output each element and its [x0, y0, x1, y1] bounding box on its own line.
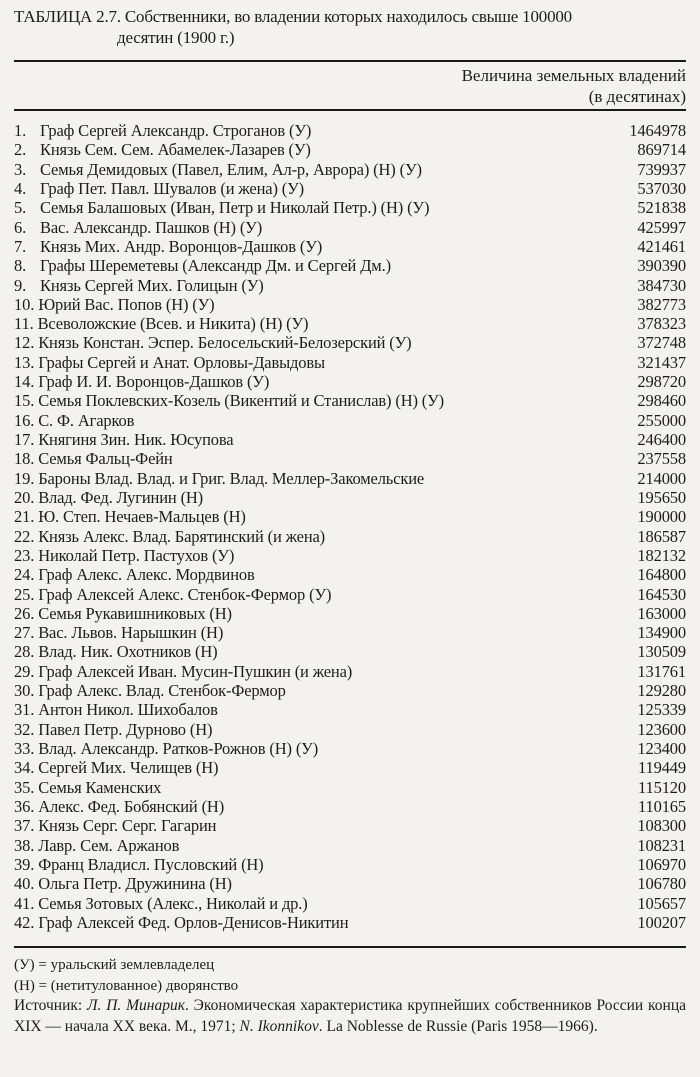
owner-name: Граф Алексей Алекс. Стенбок-Фермор (У)	[38, 584, 332, 604]
land-holding-value: 246400	[637, 430, 686, 449]
row-number: 12.	[14, 333, 35, 353]
row-number: 33.	[14, 739, 35, 758]
owner-name: Влад. Фед. Лугинин (Н)	[38, 487, 204, 507]
row-number: 7.	[14, 236, 27, 256]
land-holding-value: 123600	[637, 719, 686, 739]
land-holding-value: 163000	[637, 603, 686, 623]
table-notes	[14, 955, 686, 1037]
row-number: 28.	[14, 642, 35, 662]
owner-name: Ю. Степ. Нечаев-Мальцев (Н)	[38, 507, 246, 527]
table-row	[14, 430, 686, 449]
row-number: 20.	[14, 487, 35, 507]
row-number: 22.	[14, 526, 35, 546]
table-row	[14, 469, 686, 488]
owner-name: Графы Сергей и Анат. Орловы-Давыдовы	[38, 352, 325, 372]
land-holding-value: 537030	[637, 178, 686, 198]
table-title	[14, 6, 686, 48]
row-number: 11.	[14, 314, 34, 334]
table-row	[14, 855, 686, 874]
owner-name: Семья Фальц-Фейн	[38, 449, 173, 469]
row-number: 31.	[14, 700, 35, 720]
owner-name: Граф Алекс. Алекс. Мордвинов	[38, 565, 255, 585]
row-number: 23.	[14, 545, 35, 565]
row-number: 21.	[14, 507, 35, 527]
owner-name: Князь Серг. Серг. Гагарин	[38, 816, 217, 836]
table-row	[14, 874, 686, 893]
land-holding-value: 134900	[637, 623, 686, 643]
table-row	[14, 546, 686, 565]
owner-name: Графы Шереметевы (Александр Дм. и Сергей Дм.)	[40, 256, 391, 276]
owner-name: Бароны Влад. Влад. и Григ. Влад. Меллер-Закомельские	[38, 468, 425, 488]
row-number: 37.	[14, 816, 35, 836]
table-row	[14, 604, 686, 623]
row-number: 9.	[14, 275, 27, 295]
table-row	[14, 758, 686, 777]
land-holding-value: 130509	[637, 642, 686, 662]
table-row	[14, 681, 686, 700]
legend-ural: (У) = уральский землевладелец	[14, 957, 215, 973]
row-number: 19.	[14, 468, 35, 488]
row-number: 5.	[14, 198, 27, 218]
land-holding-value: 195650	[637, 487, 686, 507]
table-row	[14, 314, 686, 333]
land-holding-value: 115120	[638, 777, 686, 797]
row-number: 16.	[14, 410, 35, 430]
table-row	[14, 333, 686, 352]
source-citation	[14, 996, 686, 1037]
owner-name: Всеволожские (Всев. и Никита) (Н) (У)	[37, 314, 309, 334]
land-holding-value: 382773	[637, 294, 686, 314]
row-number: 4.	[14, 178, 27, 198]
row-number: 35.	[14, 777, 35, 797]
row-number: 40.	[14, 874, 35, 894]
table-row	[14, 140, 686, 159]
land-holding-value: 100207	[637, 912, 686, 932]
column-header-line-2: (в десятинах)	[588, 87, 686, 106]
owner-name: Князь Сем. Сем. Абамелек-Лазарев (У)	[40, 140, 311, 160]
land-holding-value: 237558	[637, 449, 686, 469]
land-holding-value: 131761	[637, 661, 686, 681]
row-number: 13.	[14, 352, 35, 372]
row-number: 39.	[14, 854, 35, 874]
table-row	[14, 739, 686, 758]
table-row	[14, 237, 686, 256]
land-holding-value: 390390	[637, 256, 686, 276]
owner-name: Алекс. Фед. Бобянский (Н)	[38, 796, 225, 816]
land-holding-value: 421461	[637, 236, 686, 256]
source-text-2: . La Noblesse de Russie (Paris 1958—1966).	[318, 1017, 598, 1035]
table-body	[14, 121, 686, 932]
owner-name: Князь Сергей Мих. Голицын (У)	[40, 275, 264, 295]
row-number: 32.	[14, 719, 35, 739]
owner-name: Павел Петр. Дурново (Н)	[38, 719, 213, 739]
owner-name: Семья Зотовых (Алекс., Николай и др.)	[38, 893, 308, 913]
owner-name: Сергей Мих. Челищев (Н)	[38, 758, 219, 778]
table-row	[14, 179, 686, 198]
row-number: 3.	[14, 159, 27, 179]
land-holding-value: 164530	[637, 584, 686, 604]
table-row	[14, 894, 686, 913]
table-row	[14, 797, 686, 816]
owner-name: Юрий Вас. Попов (Н) (У)	[38, 294, 215, 314]
table-row	[14, 527, 686, 546]
table-row	[14, 372, 686, 391]
land-holding-value: 298720	[637, 372, 686, 392]
land-holding-value: 110165	[638, 796, 686, 816]
table-row	[14, 449, 686, 468]
table-row	[14, 391, 686, 410]
row-number: 1.	[14, 121, 27, 140]
table-row	[14, 700, 686, 719]
table-row	[14, 295, 686, 314]
owner-name: Семья Рукавишниковых (Н)	[38, 603, 232, 623]
row-number: 27.	[14, 623, 35, 643]
table-row	[14, 276, 686, 295]
land-holding-value: 182132	[637, 545, 686, 565]
source-author-2: N. Ikonnikov	[239, 1017, 319, 1035]
land-holding-value: 119449	[638, 758, 686, 778]
owner-name: Лавр. Сем. Аржанов	[38, 835, 180, 855]
owner-name: Семья Балашовых (Иван, Петр и Николай Петр.) (Н) (У)	[40, 198, 430, 218]
owner-name: Князь Мих. Андр. Воронцов-Дашков (У)	[40, 236, 323, 256]
table-row	[14, 585, 686, 604]
row-number: 15.	[14, 391, 35, 411]
table-title-line-2: десятин (1900 г.)	[117, 28, 235, 47]
table-row	[14, 411, 686, 430]
owner-name: Граф Алексей Иван. Мусин-Пушкин (и жена)	[38, 661, 353, 681]
row-number: 30.	[14, 681, 35, 701]
row-number: 25.	[14, 584, 35, 604]
row-number: 38.	[14, 835, 35, 855]
owner-name: Вас. Александр. Пашков (Н) (У)	[40, 217, 263, 237]
row-number: 36.	[14, 796, 35, 816]
table-row	[14, 836, 686, 855]
table-row	[14, 720, 686, 739]
row-number: 29.	[14, 661, 35, 681]
table-row	[14, 218, 686, 237]
land-holding-value: 129280	[637, 681, 686, 701]
land-holding-value: 255000	[637, 410, 686, 430]
owner-name: Граф Алекс. Влад. Стенбок-Фермор	[38, 681, 286, 701]
owner-name: Граф Пет. Павл. Шувалов (и жена) (У)	[40, 178, 304, 198]
owner-name: Граф И. И. Воронцов-Дашков (У)	[38, 372, 270, 392]
header-rule	[14, 109, 686, 111]
source-author-1: Л. П. Минарик	[87, 997, 185, 1014]
table-row	[14, 121, 686, 140]
land-holding-value: 108231	[637, 835, 686, 855]
land-holding-value: 1464978	[629, 121, 686, 140]
owner-name: Семья Каменских	[38, 777, 162, 797]
land-holding-value: 214000	[637, 468, 686, 488]
row-number: 42.	[14, 912, 35, 932]
land-holding-value: 123400	[637, 739, 686, 758]
column-header-value	[462, 65, 686, 107]
row-number: 34.	[14, 758, 35, 778]
owner-name: Княгиня Зин. Ник. Юсупова	[38, 430, 234, 449]
bottom-rule	[14, 946, 686, 948]
owner-name: Князь Алекс. Влад. Барятинский (и жена)	[38, 526, 326, 546]
owner-name: Николай Петр. Пастухов (У)	[38, 545, 235, 565]
land-holding-value: 186587	[637, 526, 686, 546]
owner-name: Влад. Александр. Ратков-Рожнов (Н) (У)	[38, 739, 319, 758]
source-text-1: . Экономическая характеристика крупнейших собственников России конца XIX — начала XX века. М., 1971;	[14, 997, 686, 1035]
land-holding-value: 869714	[637, 140, 686, 160]
top-rule	[14, 60, 686, 62]
land-holding-value: 425997	[637, 217, 686, 237]
table-row	[14, 198, 686, 217]
table-row	[14, 488, 686, 507]
row-number: 8.	[14, 256, 27, 276]
land-holding-value: 105657	[637, 893, 686, 913]
row-number: 41.	[14, 893, 35, 913]
owner-name: Семья Демидовых (Павел, Елим, Ал-р, Аврора) (Н) (У)	[40, 159, 422, 179]
land-holding-value: 108300	[637, 816, 686, 836]
row-number: 24.	[14, 565, 35, 585]
row-number: 10.	[14, 294, 35, 314]
column-header-line-1: Величина земельных владений	[461, 66, 686, 85]
land-holding-value: 106780	[637, 874, 686, 894]
owner-name: Ольга Петр. Дружинина (Н)	[38, 874, 232, 894]
table-row	[14, 778, 686, 797]
table-row	[14, 507, 686, 526]
legend-untitled-nobility: (Н) = (нетитулованное) дворянство	[14, 977, 239, 994]
table-row	[14, 816, 686, 835]
owner-name: Граф Сергей Александр. Строганов (У)	[40, 121, 312, 140]
land-holding-value: 190000	[637, 507, 686, 527]
owner-name: Семья Поклевских-Козель (Викентий и Станислав) (Н) (У)	[38, 391, 445, 411]
table-row	[14, 565, 686, 584]
source-label: Источник:	[14, 997, 88, 1014]
table-row	[14, 662, 686, 681]
land-holding-value: 521838	[637, 198, 686, 218]
owner-name: Граф Алексей Фед. Орлов-Денисов-Никитин	[38, 912, 349, 932]
land-holding-value: 298460	[637, 391, 686, 411]
owner-name: С. Ф. Агарков	[38, 410, 135, 430]
table-row	[14, 642, 686, 661]
land-holding-value: 372748	[637, 333, 686, 353]
land-holding-value: 378323	[637, 314, 686, 334]
owner-name: Антон Никол. Шихобалов	[38, 700, 218, 720]
table-title-line-1: ТАБЛИЦА 2.7. Собственники, во владении которых находилось свыше 100000	[14, 7, 572, 26]
owner-name: Князь Констан. Эспер. Белосельский-Белозерский (У)	[38, 333, 412, 353]
table-row	[14, 160, 686, 179]
table-row	[14, 256, 686, 275]
table-row	[14, 353, 686, 372]
row-number: 2.	[14, 140, 27, 160]
row-number: 26.	[14, 603, 35, 623]
table-row	[14, 913, 686, 932]
land-holding-value: 321437	[637, 352, 686, 372]
land-holding-value: 106970	[637, 854, 686, 874]
land-holding-value: 125339	[637, 700, 686, 720]
land-holding-value: 739937	[637, 159, 686, 179]
owner-name: Влад. Ник. Охотников (Н)	[38, 642, 218, 662]
row-number: 14.	[14, 372, 35, 392]
land-holding-value: 164800	[637, 565, 686, 585]
land-holding-value: 384730	[637, 275, 686, 295]
row-number: 6.	[14, 217, 27, 237]
row-number: 18.	[14, 449, 35, 469]
table-row	[14, 623, 686, 642]
owner-name: Франц Владисл. Пусловский (Н)	[38, 854, 264, 874]
row-number: 17.	[14, 430, 35, 449]
owner-name: Вас. Львов. Нарышкин (Н)	[38, 623, 224, 643]
